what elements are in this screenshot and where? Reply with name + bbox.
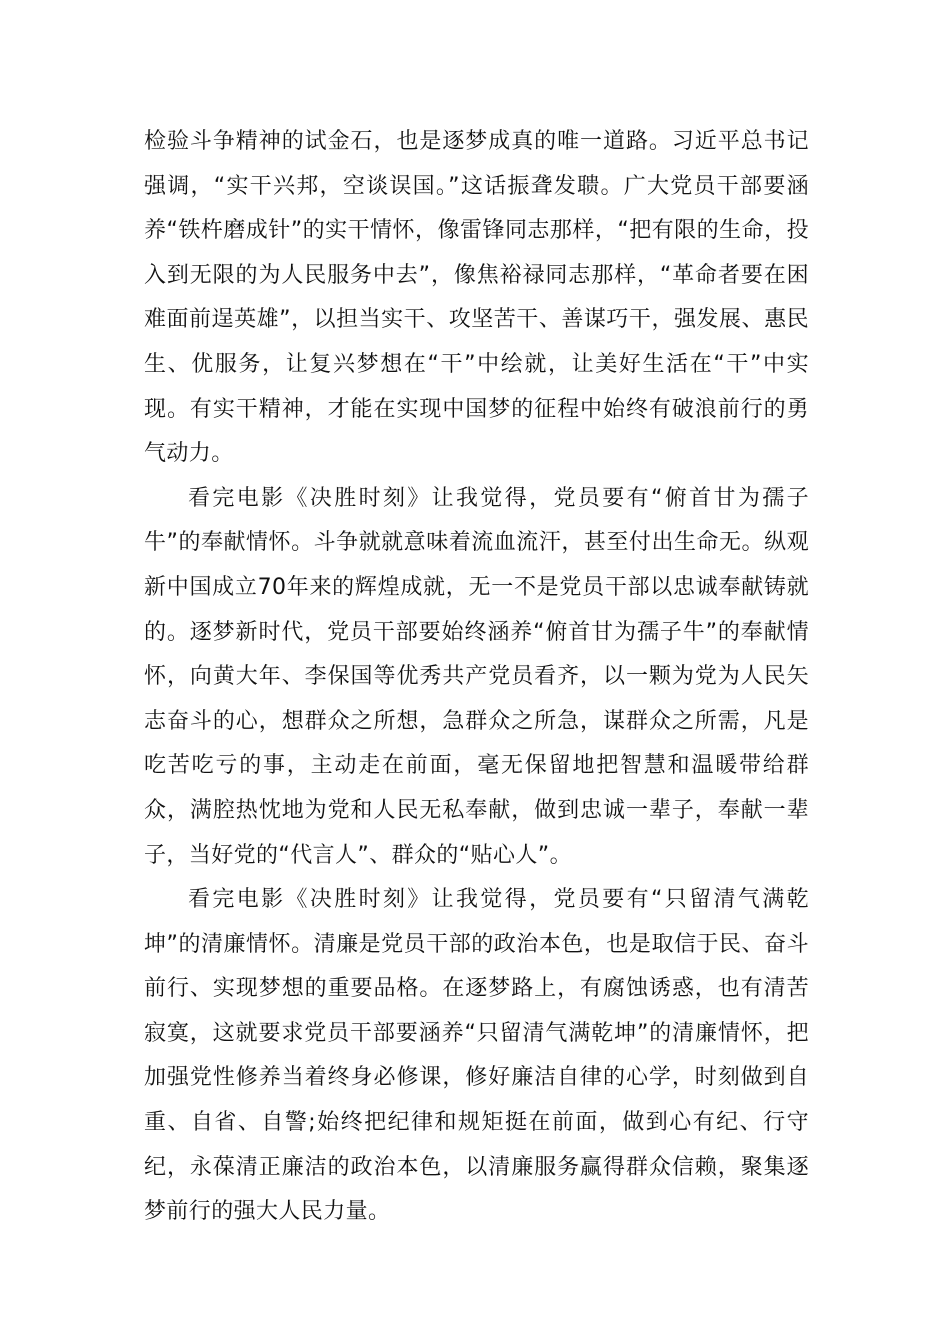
paragraph-continuation: 检验斗争精神的试金石，也是逐梦成真的唯一道路。习近平总书记强调，“实干兴邦，空谈误国。”这话振聋发聩。广大党员干部要涵养“铁杵磨成针”的实干情怀，像雷锋同志那样，“把有限的生命，投入到无限的为人民服务中去”，像焦裕禄同志那样，“革命者要在困难面前逞英雄”，以担当实干、攻坚苦干、善谋巧干，强发展、惠民生、优服务，让复兴梦想在“干”中绘就，让美好生活在“干”中实现。有实干精神，才能在实现中国梦的征程中始终有破浪前行的勇气动力。 — [144, 129, 810, 467]
paragraph-dedication: 看完电影《决胜时刻》让我觉得，党员要有“俯首甘为孺子牛”的奉献情怀。斗争就就意味着流血流汗，甚至付出生命无。纵观新中国成立70年来的辉煌成就，无一不是党员干部以忠诚奉献铸就的。逐梦新时代，党员干部要始终涵养“俯首甘为孺子牛”的奉献情怀，向黄大年、李保国等优秀共产党员看齐，以一颗为党为人民矢志奋斗的心，想群众之所想，急群众之所急，谋群众之所需，凡是吃苦吃亏的事，主动走在前面，毫无保留地把智慧和温暖带给群众，满腔热忱地为党和人民无私奉献，做到忠诚一辈子，奉献一辈子，当好党的“代言人”、群众的“贴心人”。 — [144, 485, 809, 868]
paragraph-integrity: 看完电影《决胜时刻》让我觉得，党员要有“只留清气满乾坤”的清廉情怀。清廉是党员干部的政治本色，也是取信于民、奋斗前行、实现梦想的重要品格。在逐梦路上，有腐蚀诱惑，也有清苦寂寞，这就要求党员干部要涵养“只留清气满乾坤”的清廉情怀，把加强党性修养当着终身必修课，修好廉洁自律的心学，时刻做到自重、自省、自警;始终把纪律和规矩挺在前面，做到心有纪、行守纪，永葆清正廉洁的政治本色，以清廉服务赢得群众信赖，聚集逐梦前行的强大人民力量。 — [144, 887, 809, 1225]
document-body — [144, 120, 809, 1235]
